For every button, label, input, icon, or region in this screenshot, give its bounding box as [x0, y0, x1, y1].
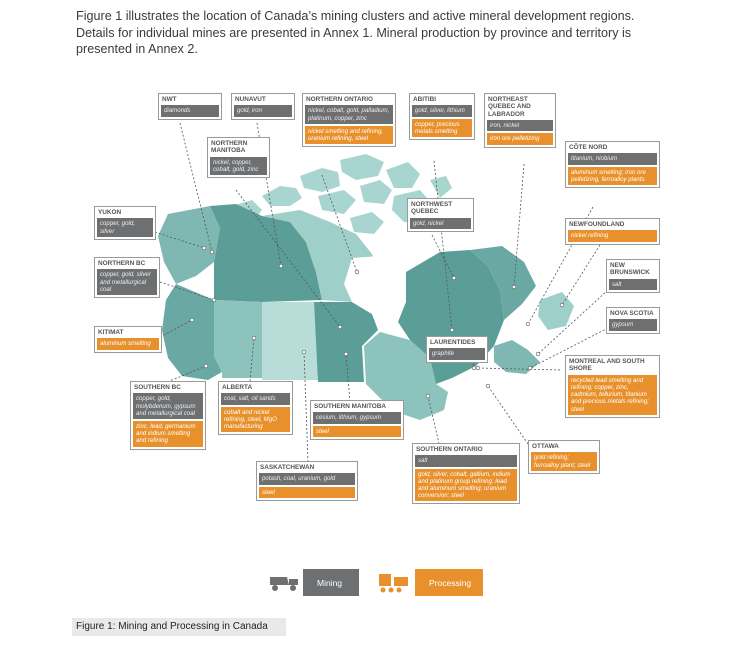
region-box-new-brunswick	[606, 259, 660, 293]
region-title: ABITIBI	[413, 96, 437, 103]
newfoundland-region	[538, 292, 574, 330]
region-title: NWT	[162, 96, 177, 103]
region-box-abitibi	[409, 93, 475, 140]
mining-list: cesium, lithium, gypsum	[313, 412, 401, 423]
mining-list: nickel, copper, cobalt, gold, zinc	[210, 157, 267, 175]
region-box-kitimat	[94, 326, 162, 353]
region-title: SOUTHERN BC	[134, 384, 181, 391]
legend-processing	[373, 569, 483, 596]
region-box-nunavut	[231, 93, 295, 120]
processing-list: steel	[313, 426, 401, 437]
mining-list: nickel, cobalt, gold, palladium, platinum, copper, zinc	[305, 105, 393, 123]
mining-list: diamonds	[161, 105, 219, 116]
region-box-cote-nord	[565, 141, 660, 188]
mining-list: graphite	[429, 348, 485, 359]
region-title: CÔTE NORD	[569, 144, 608, 151]
mining-list: salt	[609, 279, 657, 290]
region-box-northeast-quebec	[484, 93, 556, 148]
maritimes-region	[494, 340, 540, 374]
region-title: SOUTHERN MANITOBA	[314, 403, 386, 410]
processing-list: gold, silver, cobalt, gallium, indium and platinum group refining; lead and aluminum smelting; uranium conversion; steel	[415, 469, 517, 502]
legend-mining	[265, 569, 359, 596]
region-title: NORTHERN ONTARIO	[306, 96, 373, 103]
region-title: ALBERTA	[222, 384, 253, 391]
region-title: NORTHERN BC	[98, 260, 146, 267]
mining-list: gold, nickel	[410, 218, 471, 229]
figure-caption: Figure 1: Mining and Processing in Canada	[72, 618, 286, 636]
region-title: NUNAVUT	[235, 96, 266, 103]
processing-list: steel	[259, 487, 355, 498]
region-title: OTTAWA	[532, 443, 559, 450]
mining-list: copper, gold, silver and metallurgical coal	[97, 269, 157, 295]
region-box-yukon	[94, 206, 156, 240]
processing-list: gold refining; ferroalloy plant; steel	[531, 452, 597, 470]
yukon-region	[158, 206, 220, 284]
region-box-northwest-quebec	[407, 198, 474, 232]
mining-list: salt	[415, 455, 517, 466]
mining-list: potash, coal, uranium, gold	[259, 473, 355, 484]
region-box-nova-scotia	[606, 307, 660, 334]
processing-list: aluminum smelting; iron ore pelletizing, ferroalloy plants	[568, 167, 657, 185]
region-box-southern-manitoba	[310, 400, 404, 440]
mining-list: copper, gold, molybdenum, gypsum and metallurgical coal	[133, 393, 203, 419]
region-box-saskatchewan	[256, 461, 358, 501]
region-box-montreal	[565, 355, 660, 418]
mining-truck-icon	[265, 569, 303, 596]
processing-list: nickel refining	[568, 230, 657, 241]
mining-list: copper, gold, silver	[97, 218, 153, 236]
region-title: LAURENTIDES	[430, 339, 476, 346]
processing-plant-icon	[373, 569, 415, 596]
region-box-alberta	[218, 381, 293, 435]
region-title: NORTHERN MANITOBA	[211, 140, 248, 155]
mining-list: gold, silver, lithium	[412, 105, 472, 116]
saskatchewan-region	[262, 302, 318, 380]
processing-list: zinc, lead, germanium and indium smelting and refining	[133, 421, 203, 447]
region-title: NOVA SCOTIA	[610, 310, 654, 317]
intro-text: Figure 1 illustrates the location of Canada’s mining clusters and active mineral development regions. Details for individual mines are presented in Annex 1. Mineral production by province and territory is presented in Annex 2.	[76, 9, 635, 56]
region-box-laurentides	[426, 336, 488, 363]
processing-list: cobalt and nickel refining, steel, MgO manufacturing	[221, 407, 290, 433]
region-box-southern-ontario	[412, 443, 520, 504]
region-box-nwt	[158, 93, 222, 120]
processing-list: recycled lead smelting and refining; copper, zinc, cadmium, tellurium, titanium and precious metals refining; steel	[568, 375, 657, 415]
region-title: NORTHWEST QUEBEC	[411, 201, 453, 216]
region-title: KITIMAT	[98, 329, 124, 336]
mining-list: coal, salt, oil sands	[221, 393, 290, 404]
mining-list: titanium, niobium	[568, 153, 657, 164]
mining-list: gold, iron	[234, 105, 292, 116]
region-title: NORTHEAST QUEBEC AND LABRADOR	[488, 96, 531, 118]
region-title: SOUTHERN ONTARIO	[416, 446, 483, 453]
region-box-newfoundland	[565, 218, 660, 245]
region-title: YUKON	[98, 209, 122, 216]
processing-list: iron ore pelletizing	[487, 133, 553, 144]
mining-list: gypsum	[609, 319, 657, 330]
region-box-northern-ontario	[302, 93, 396, 147]
region-title: MONTREAL AND SOUTH SHORE	[569, 358, 645, 373]
legend-mining-label: Mining	[317, 577, 343, 588]
processing-list: aluminum smelting	[97, 338, 159, 349]
region-title: NEWFOUNDLAND	[569, 221, 625, 228]
region-title: NEW BRUNSWICK	[610, 262, 650, 277]
region-box-northern-manitoba	[207, 137, 270, 178]
mining-list: iron, nickel	[487, 120, 553, 131]
region-title: SASKATCHEWAN	[260, 464, 315, 471]
region-box-northern-bc	[94, 257, 160, 298]
processing-list: nickel smelting and refining, uranium refining, steel	[305, 126, 393, 144]
legend-processing-label: Processing	[429, 577, 472, 588]
processing-list: copper, precious metals smelting	[412, 119, 472, 137]
region-box-southern-bc	[130, 381, 206, 450]
region-box-ottawa	[528, 440, 600, 474]
